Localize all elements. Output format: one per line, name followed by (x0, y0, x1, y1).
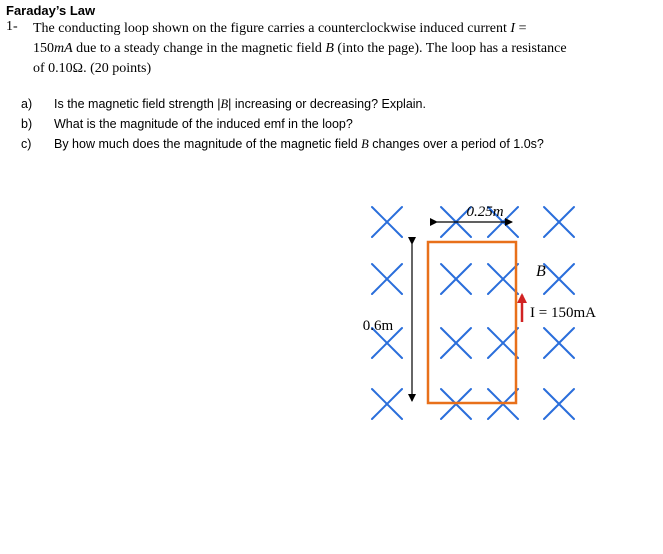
field-cross-icon (544, 207, 574, 237)
field-cross-icon (441, 264, 471, 294)
question-c: c) By how much does the magnitude of the magnetic field B changes over a period of 1.0s? (21, 137, 544, 151)
field-cross-icon (372, 264, 402, 294)
width-label: 0.25m (466, 204, 504, 220)
field-cross-icon (372, 207, 402, 237)
question-b: b) What is the magnitude of the induced emf in the loop? (21, 117, 353, 131)
problem-line-1: The conducting loop shown on the figure carries a counterclockwise induced current I = (33, 21, 527, 36)
problem-number: 1- (6, 19, 18, 34)
field-cross-icon (372, 389, 402, 419)
field-cross-icon (441, 328, 471, 358)
section-heading: Faraday’s Law (6, 3, 96, 18)
field-cross-icon (544, 264, 574, 294)
question-a: a) Is the magnetic field strength |B| increasing or decreasing? Explain. (21, 97, 426, 111)
problem-line-3: of 0.10Ω. (20 points) (33, 61, 152, 76)
field-cross-icon (544, 328, 574, 358)
current-label: I = 150mA (530, 305, 596, 321)
problem-line-2: 150mA due to a steady change in the magnetic field B (into the page). The loop has a resistance (33, 41, 567, 56)
conducting-loop (428, 242, 516, 403)
height-label: 0.6m (362, 318, 394, 334)
field-label: B (536, 263, 546, 280)
field-cross-icon (488, 264, 518, 294)
field-cross-icon (488, 328, 518, 358)
field-cross-icon (544, 389, 574, 419)
